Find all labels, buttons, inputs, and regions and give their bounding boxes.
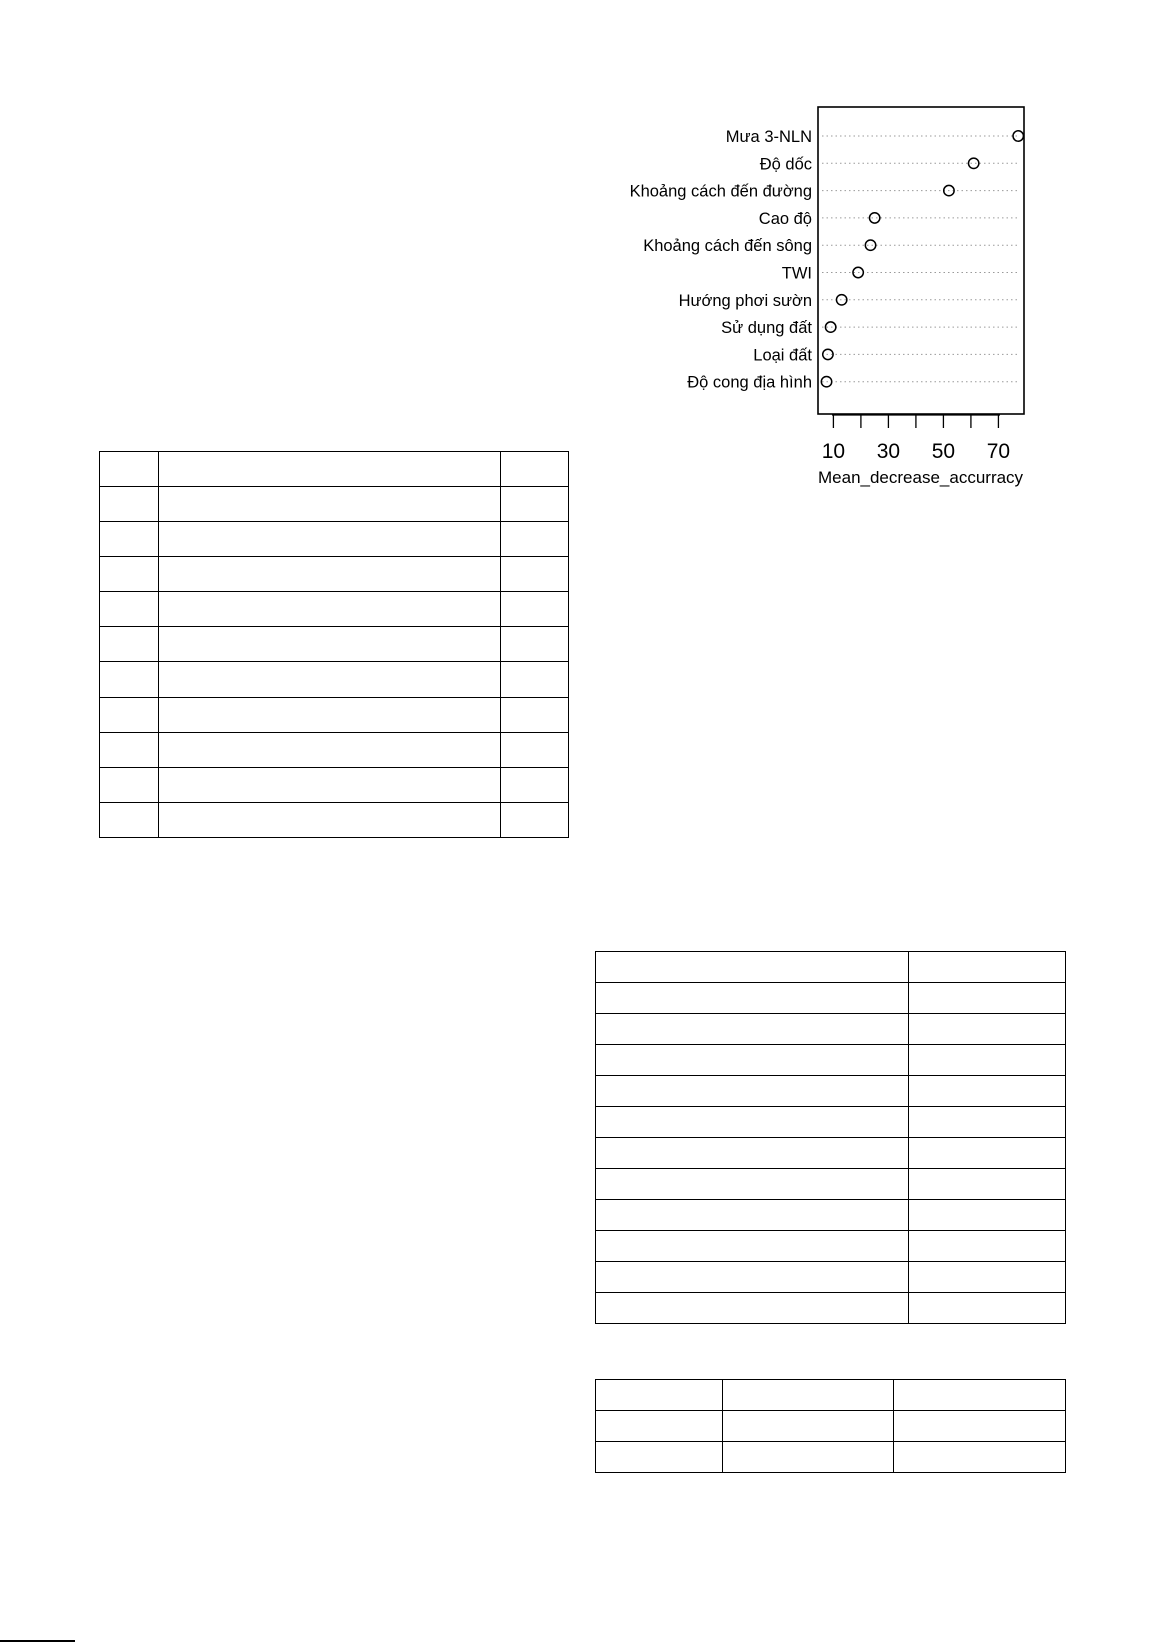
table-row bbox=[100, 522, 569, 557]
table-cell bbox=[909, 1200, 1066, 1231]
table-row bbox=[100, 767, 569, 802]
table-row bbox=[100, 802, 569, 837]
table-cell bbox=[894, 1411, 1066, 1442]
table-cell bbox=[909, 1076, 1066, 1107]
table-row bbox=[596, 1411, 1066, 1442]
table-cell bbox=[159, 487, 501, 522]
x-tick-label: 70 bbox=[986, 440, 1011, 463]
footer-rule bbox=[0, 1640, 75, 1642]
table-row bbox=[596, 1200, 1066, 1231]
table-cell bbox=[100, 767, 159, 802]
x-tick-label: 10 bbox=[821, 440, 846, 463]
category-label: Độ cong địa hình bbox=[687, 373, 812, 392]
table-right-top bbox=[595, 951, 1066, 1324]
table-row bbox=[596, 1107, 1066, 1138]
table-row bbox=[596, 1262, 1066, 1293]
table-cell bbox=[100, 662, 159, 697]
table-cell bbox=[159, 697, 501, 732]
table-cell bbox=[159, 557, 501, 592]
table-cell bbox=[596, 1138, 909, 1169]
table-cell bbox=[501, 487, 569, 522]
x-tick-label: 30 bbox=[876, 440, 901, 463]
table-cell bbox=[100, 592, 159, 627]
table-row bbox=[100, 557, 569, 592]
table-cell bbox=[596, 1231, 909, 1262]
table-row bbox=[596, 983, 1066, 1014]
table-cell bbox=[159, 802, 501, 837]
table-row bbox=[596, 1076, 1066, 1107]
table-row bbox=[596, 1293, 1066, 1324]
category-label: Khoảng cách đến đường bbox=[629, 182, 812, 201]
table-cell bbox=[909, 1262, 1066, 1293]
data-point bbox=[968, 158, 978, 168]
table-cell bbox=[100, 487, 159, 522]
table-cell bbox=[596, 1045, 909, 1076]
table-cell bbox=[501, 802, 569, 837]
table-cell bbox=[100, 697, 159, 732]
table-row bbox=[100, 487, 569, 522]
table-cell bbox=[596, 1200, 909, 1231]
table-cell bbox=[596, 1169, 909, 1200]
category-label: Mưa 3-NLN bbox=[725, 128, 812, 146]
x-axis-label: Mean_decrease_accurracy bbox=[818, 468, 1024, 487]
table-row bbox=[596, 1231, 1066, 1262]
table-row bbox=[596, 1380, 1066, 1411]
table-cell bbox=[723, 1442, 894, 1473]
table-cell bbox=[596, 1262, 909, 1293]
table-cell bbox=[501, 697, 569, 732]
table-cell bbox=[596, 1014, 909, 1045]
table-cell bbox=[596, 983, 909, 1014]
table-cell bbox=[501, 662, 569, 697]
table-row bbox=[100, 452, 569, 487]
table-cell bbox=[159, 732, 501, 767]
table-row bbox=[596, 1442, 1066, 1473]
table-cell bbox=[909, 1169, 1066, 1200]
plot-frame bbox=[818, 107, 1024, 414]
table-cell bbox=[501, 592, 569, 627]
table-cell bbox=[596, 1380, 723, 1411]
variable-importance-chart bbox=[0, 0, 1163, 500]
table-cell bbox=[909, 1045, 1066, 1076]
table-cell bbox=[159, 767, 501, 802]
category-label: Loại đất bbox=[753, 346, 812, 365]
table-cell bbox=[501, 452, 569, 487]
table-cell bbox=[909, 1107, 1066, 1138]
table-row bbox=[100, 732, 569, 767]
table-cell bbox=[909, 1231, 1066, 1262]
table-row bbox=[100, 592, 569, 627]
table-cell bbox=[596, 1442, 723, 1473]
table-cell bbox=[894, 1380, 1066, 1411]
table-cell bbox=[894, 1442, 1066, 1473]
table-cell bbox=[100, 557, 159, 592]
table-cell bbox=[159, 592, 501, 627]
table-cell bbox=[159, 452, 501, 487]
table-cell bbox=[909, 1293, 1066, 1324]
category-label: Độ dốc bbox=[759, 155, 812, 174]
table-right-bottom bbox=[595, 1379, 1066, 1473]
table-row bbox=[596, 1045, 1066, 1076]
table-row bbox=[100, 697, 569, 732]
chart-points bbox=[821, 131, 1023, 387]
category-label: TWI bbox=[781, 264, 812, 283]
table-cell bbox=[501, 767, 569, 802]
table-cell bbox=[723, 1380, 894, 1411]
table-cell bbox=[501, 522, 569, 557]
x-tick-label: 50 bbox=[931, 440, 956, 463]
table-cell bbox=[596, 1107, 909, 1138]
table-cell bbox=[596, 952, 909, 983]
table-cell bbox=[501, 627, 569, 662]
table-cell bbox=[501, 732, 569, 767]
chart-grid bbox=[822, 136, 1020, 382]
data-point bbox=[865, 240, 875, 250]
table-row bbox=[596, 1138, 1066, 1169]
table-cell bbox=[909, 1014, 1066, 1045]
table-cell bbox=[596, 1293, 909, 1324]
table-cell bbox=[159, 627, 501, 662]
x-axis-ticks bbox=[822, 415, 1010, 463]
table-cell bbox=[159, 662, 501, 697]
data-point bbox=[1013, 131, 1023, 141]
table-cell bbox=[100, 732, 159, 767]
table-row bbox=[100, 662, 569, 697]
table-cell bbox=[723, 1411, 894, 1442]
table-cell bbox=[909, 1138, 1066, 1169]
table-cell bbox=[100, 802, 159, 837]
table-row bbox=[596, 1014, 1066, 1045]
table-row bbox=[596, 952, 1066, 983]
table-cell bbox=[596, 1411, 723, 1442]
table-row bbox=[100, 627, 569, 662]
table-left bbox=[99, 451, 569, 838]
category-label: Hướng phơi sườn bbox=[678, 291, 812, 310]
table-cell bbox=[909, 952, 1066, 983]
category-label: Cao độ bbox=[758, 209, 812, 228]
table-cell bbox=[909, 983, 1066, 1014]
table-cell bbox=[100, 452, 159, 487]
table-row bbox=[596, 1169, 1066, 1200]
category-label: Sử dụng đất bbox=[721, 319, 812, 338]
table-cell bbox=[100, 522, 159, 557]
table-cell bbox=[100, 627, 159, 662]
category-label: Khoảng cách đến sông bbox=[643, 237, 812, 256]
table-cell bbox=[596, 1076, 909, 1107]
table-cell bbox=[159, 522, 501, 557]
chart-category-labels bbox=[630, 128, 813, 392]
data-point bbox=[869, 213, 879, 223]
table-cell bbox=[501, 557, 569, 592]
